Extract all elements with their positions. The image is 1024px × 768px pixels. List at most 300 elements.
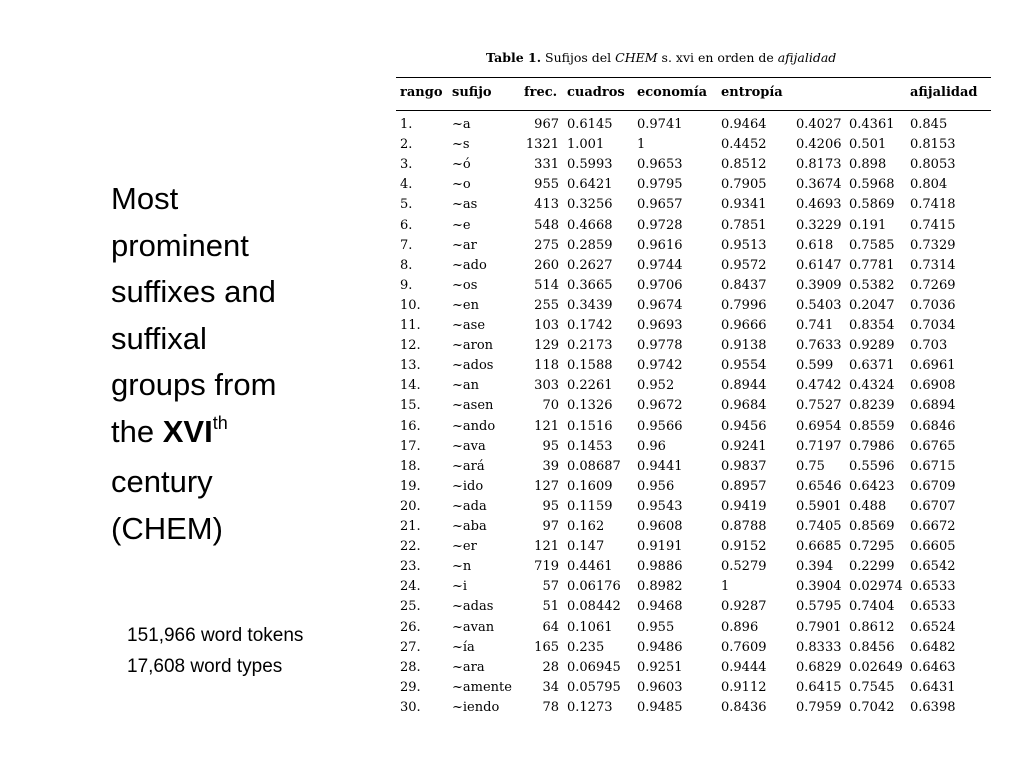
cell-suffix: ~en <box>452 297 479 313</box>
cell-entropia: 0.9444 <box>721 659 767 675</box>
cell-entropia-right: 0.8354 <box>849 318 895 333</box>
table-row <box>396 175 991 195</box>
cell-entropia-right: 0.2047 <box>849 297 895 313</box>
cell-entropia-left: 0.8333 <box>796 639 842 655</box>
cell-entropia-right: 0.7545 <box>849 679 895 695</box>
cell-rank: 13. <box>400 358 421 374</box>
cell-cuadros: 0.1273 <box>567 699 613 715</box>
cell-entropia: 0.9456 <box>721 418 767 434</box>
cell-afijalidad: 0.6533 <box>910 579 956 595</box>
table-top-rule <box>396 77 991 78</box>
table-row <box>396 497 991 517</box>
cell-rank: 15. <box>400 398 421 414</box>
table-row <box>396 155 991 175</box>
cell-frequency: 103 <box>534 318 559 333</box>
cell-afijalidad: 0.6431 <box>910 679 956 695</box>
table-row <box>396 457 991 477</box>
table-row <box>396 376 991 396</box>
cell-entropia-left: 0.4206 <box>796 137 842 153</box>
cell-afijalidad: 0.6605 <box>910 539 956 555</box>
cell-rank: 26. <box>400 619 421 635</box>
cell-suffix: ~i <box>452 579 468 595</box>
cell-frequency: 127 <box>534 478 559 494</box>
cell-rank: 3. <box>400 157 413 173</box>
cell-cuadros: 0.2173 <box>567 338 613 354</box>
cell-frequency: 548 <box>534 217 559 233</box>
cell-cuadros: 0.1326 <box>567 398 613 414</box>
cell-suffix: ~s <box>452 137 470 153</box>
cell-entropia-left: 0.6415 <box>796 679 842 695</box>
cell-rank: 25. <box>400 599 421 615</box>
cell-entropia-left: 0.5901 <box>796 498 842 514</box>
cell-economia: 0.956 <box>637 478 675 494</box>
cell-cuadros: 0.1159 <box>567 498 613 514</box>
title-ordinal-suffix: th <box>212 412 228 433</box>
cell-frequency: 95 <box>542 438 559 454</box>
cell-entropia-left: 0.618 <box>796 237 834 253</box>
cell-entropia-left: 0.75 <box>796 458 825 474</box>
cell-cuadros: 0.2859 <box>567 237 613 253</box>
title-century-roman: XVI <box>162 413 213 449</box>
cell-entropia-right: 0.5869 <box>849 197 895 213</box>
cell-frequency: 78 <box>542 699 559 715</box>
cell-afijalidad: 0.6524 <box>910 619 956 635</box>
cell-afijalidad: 0.7418 <box>910 197 956 213</box>
cell-afijalidad: 0.8053 <box>910 157 956 173</box>
cell-afijalidad: 0.6765 <box>910 438 956 454</box>
cell-frequency: 413 <box>534 197 559 213</box>
cell-entropia-right: 0.8456 <box>849 639 895 655</box>
cell-economia: 0.9886 <box>637 559 683 575</box>
cell-entropia-left: 0.3904 <box>796 579 842 595</box>
table-row <box>396 638 991 658</box>
cell-rank: 24. <box>400 579 421 595</box>
cell-economia: 0.9441 <box>637 458 683 474</box>
table-row <box>396 618 991 638</box>
cell-afijalidad: 0.8153 <box>910 137 956 153</box>
cell-rank: 29. <box>400 679 421 695</box>
cell-entropia-left: 0.741 <box>796 318 834 333</box>
cell-entropia: 0.4452 <box>721 137 767 153</box>
header-economia: economía <box>637 85 708 100</box>
cell-cuadros: 0.05795 <box>567 679 621 695</box>
table-row <box>396 477 991 497</box>
cell-entropia-left: 0.394 <box>796 559 834 575</box>
cell-economia: 0.9672 <box>637 398 683 414</box>
cell-entropia: 0.8788 <box>721 519 767 534</box>
cell-entropia-left: 0.6954 <box>796 418 842 434</box>
cell-suffix: ~n <box>452 559 472 575</box>
cell-afijalidad: 0.6533 <box>910 599 956 615</box>
cell-frequency: 255 <box>534 297 559 313</box>
cell-cuadros: 0.06945 <box>567 659 621 675</box>
cell-entropia-left: 0.4027 <box>796 117 842 132</box>
corpus-stats <box>127 620 303 682</box>
cell-economia: 0.9674 <box>637 297 683 313</box>
cell-cuadros: 1.001 <box>567 137 605 153</box>
table-caption-text: s. xvi en orden de <box>661 50 774 65</box>
cell-afijalidad: 0.7314 <box>910 257 956 273</box>
cell-cuadros: 0.162 <box>567 519 605 534</box>
cell-frequency: 39 <box>542 458 559 474</box>
cell-entropia-right: 0.8569 <box>849 519 895 534</box>
cell-afijalidad: 0.7034 <box>910 318 956 333</box>
table-row <box>396 678 991 698</box>
cell-frequency: 719 <box>534 559 559 575</box>
cell-economia: 0.9728 <box>637 217 683 233</box>
table-header-rule <box>396 110 991 111</box>
cell-rank: 28. <box>400 659 421 675</box>
cell-cuadros: 0.6145 <box>567 117 613 132</box>
cell-economia: 0.9744 <box>637 257 683 273</box>
cell-entropia-right: 0.7404 <box>849 599 895 615</box>
cell-afijalidad: 0.703 <box>910 338 948 354</box>
cell-rank: 30. <box>400 699 421 715</box>
table-header-row <box>396 83 991 103</box>
cell-entropia: 0.8512 <box>721 157 767 173</box>
cell-entropia-left: 0.7405 <box>796 519 842 534</box>
cell-entropia-right: 0.5596 <box>849 458 895 474</box>
cell-entropia: 0.9341 <box>721 197 767 213</box>
cell-entropia: 0.7851 <box>721 217 767 233</box>
cell-rank: 19. <box>400 478 421 494</box>
cell-entropia: 0.9554 <box>721 358 767 374</box>
cell-economia: 0.9566 <box>637 418 683 434</box>
cell-entropia-right: 0.4361 <box>849 117 895 132</box>
table-row <box>396 256 991 276</box>
cell-frequency: 967 <box>534 117 559 132</box>
cell-rank: 1. <box>400 117 413 132</box>
cell-afijalidad: 0.6908 <box>910 378 956 394</box>
cell-afijalidad: 0.6961 <box>910 358 956 374</box>
cell-entropia-left: 0.7633 <box>796 338 842 354</box>
cell-cuadros: 0.2261 <box>567 378 613 394</box>
table-row <box>396 537 991 557</box>
cell-entropia: 0.9112 <box>721 679 767 695</box>
cell-frequency: 1321 <box>525 137 559 153</box>
cell-entropia: 0.9287 <box>721 599 767 615</box>
cell-entropia-right: 0.7042 <box>849 699 895 715</box>
cell-entropia-right: 0.8612 <box>849 619 895 635</box>
cell-economia: 0.8982 <box>637 579 683 595</box>
cell-economia: 0.9795 <box>637 177 683 193</box>
cell-afijalidad: 0.6482 <box>910 639 956 655</box>
cell-frequency: 95 <box>542 498 559 514</box>
title-line: (CHEM) <box>111 510 223 546</box>
cell-entropia-left: 0.5403 <box>796 297 842 313</box>
cell-rank: 14. <box>400 378 421 394</box>
cell-cuadros: 0.235 <box>567 639 605 655</box>
cell-entropia-left: 0.4693 <box>796 197 842 213</box>
cell-entropia-right: 0.5968 <box>849 177 895 193</box>
word-types-stat: 17,608 word types <box>127 656 283 677</box>
cell-economia: 0.955 <box>637 619 675 635</box>
title-line: groups from <box>111 367 277 402</box>
cell-entropia-right: 0.7295 <box>849 539 895 555</box>
cell-entropia-left: 0.7959 <box>796 699 842 715</box>
cell-cuadros: 0.3439 <box>567 297 613 313</box>
table-row <box>396 336 991 356</box>
table-row <box>396 216 991 236</box>
cell-entropia-left: 0.8173 <box>796 157 842 173</box>
cell-rank: 8. <box>400 257 413 273</box>
cell-entropia-right: 0.6371 <box>849 358 895 374</box>
cell-economia: 0.9251 <box>637 659 683 675</box>
cell-frequency: 303 <box>534 378 559 394</box>
cell-cuadros: 0.1453 <box>567 438 613 454</box>
cell-afijalidad: 0.845 <box>910 117 948 132</box>
table-caption <box>486 50 836 65</box>
header-frec: frec. <box>524 85 558 100</box>
cell-suffix: ~ase <box>452 318 486 333</box>
cell-suffix: ~a <box>452 117 471 132</box>
cell-rank: 17. <box>400 438 421 454</box>
table-row <box>396 597 991 617</box>
cell-cuadros: 0.1742 <box>567 318 613 333</box>
cell-afijalidad: 0.804 <box>910 177 948 193</box>
cell-frequency: 331 <box>534 157 559 173</box>
cell-economia: 0.9706 <box>637 277 683 293</box>
cell-suffix: ~as <box>452 197 478 213</box>
table-row <box>396 115 991 135</box>
cell-economia: 0.9693 <box>637 318 683 333</box>
cell-economia: 1 <box>637 137 646 153</box>
cell-economia: 0.9485 <box>637 699 683 715</box>
cell-entropia-left: 0.7197 <box>796 438 842 454</box>
cell-cuadros: 0.1061 <box>567 619 613 635</box>
title-line: prominent <box>111 227 249 263</box>
cell-afijalidad: 0.6398 <box>910 699 956 715</box>
cell-economia: 0.9741 <box>637 117 683 132</box>
header-entropia: entropía <box>721 85 783 100</box>
cell-suffix: ~ará <box>452 458 485 474</box>
cell-frequency: 129 <box>534 338 559 354</box>
cell-suffix: ~er <box>452 539 477 555</box>
cell-suffix: ~aron <box>452 338 494 354</box>
cell-frequency: 64 <box>542 619 559 635</box>
cell-suffix: ~aba <box>452 519 487 534</box>
cell-entropia-right: 0.02649 <box>849 659 903 675</box>
cell-afijalidad: 0.6542 <box>910 559 956 575</box>
header-rango: rango <box>400 85 443 100</box>
table-row <box>396 296 991 316</box>
table-row <box>396 316 991 336</box>
cell-entropia: 0.9419 <box>721 498 767 514</box>
cell-afijalidad: 0.6709 <box>910 478 956 494</box>
cell-suffix: ~avan <box>452 619 495 635</box>
cell-suffix: ~ara <box>452 659 485 675</box>
cell-entropia: 0.8437 <box>721 277 767 293</box>
cell-entropia: 0.7996 <box>721 297 767 313</box>
cell-suffix: ~ar <box>452 237 477 253</box>
cell-entropia-right: 0.02974 <box>849 579 903 595</box>
cell-entropia-left: 0.4742 <box>796 378 842 394</box>
cell-entropia-right: 0.8559 <box>849 418 895 434</box>
table-caption-term: afijalidad <box>777 50 837 65</box>
cell-entropia-left: 0.7901 <box>796 619 842 635</box>
cell-entropia: 0.8944 <box>721 378 767 394</box>
cell-cuadros: 0.08442 <box>567 599 621 615</box>
cell-economia: 0.96 <box>637 438 666 454</box>
title-line: century <box>111 464 213 499</box>
cell-entropia-left: 0.6829 <box>796 659 842 675</box>
table-caption-label: Table 1. <box>486 50 542 65</box>
cell-cuadros: 0.08687 <box>567 458 621 474</box>
cell-entropia-right: 0.7986 <box>849 438 895 454</box>
cell-frequency: 121 <box>534 418 559 434</box>
cell-rank: 22. <box>400 539 421 555</box>
cell-economia: 0.952 <box>637 378 675 394</box>
cell-suffix: ~e <box>452 217 471 233</box>
cell-entropia-left: 0.3909 <box>796 277 842 293</box>
cell-entropia: 0.5279 <box>721 559 767 575</box>
cell-frequency: 260 <box>534 257 559 273</box>
table-row <box>396 356 991 376</box>
cell-frequency: 70 <box>542 398 559 414</box>
cell-afijalidad: 0.6463 <box>910 659 956 675</box>
cell-entropia-right: 0.8239 <box>849 398 895 414</box>
cell-cuadros: 0.5993 <box>567 157 613 173</box>
header-cuadros: cuadros <box>567 85 625 100</box>
cell-entropia-right: 0.898 <box>849 157 887 173</box>
cell-frequency: 165 <box>534 639 559 655</box>
cell-entropia-left: 0.3674 <box>796 177 842 193</box>
cell-rank: 18. <box>400 458 421 474</box>
cell-suffix: ~adas <box>452 599 494 615</box>
cell-rank: 2. <box>400 137 413 153</box>
cell-afijalidad: 0.6715 <box>910 458 956 474</box>
title-the: the <box>111 413 155 449</box>
cell-frequency: 514 <box>534 277 559 293</box>
table-row <box>396 236 991 256</box>
cell-entropia-left: 0.7527 <box>796 398 842 414</box>
cell-cuadros: 0.06176 <box>567 579 621 595</box>
cell-cuadros: 0.4668 <box>567 217 613 233</box>
cell-entropia: 0.896 <box>721 619 759 635</box>
cell-afijalidad: 0.6672 <box>910 519 956 534</box>
title-line-century-number <box>111 409 361 460</box>
cell-suffix: ~ado <box>452 257 487 273</box>
cell-suffix: ~ando <box>452 418 496 434</box>
cell-entropia-right: 0.488 <box>849 498 887 514</box>
cell-frequency: 275 <box>534 237 559 253</box>
cell-frequency: 97 <box>542 519 559 534</box>
cell-economia: 0.9657 <box>637 197 683 213</box>
table-caption-chem: CHEM <box>615 50 658 65</box>
cell-entropia: 0.9572 <box>721 257 767 273</box>
cell-entropia: 1 <box>721 579 730 595</box>
cell-rank: 23. <box>400 559 421 575</box>
title-line: suffixes and <box>111 274 276 309</box>
cell-rank: 27. <box>400 639 421 655</box>
table-row <box>396 396 991 416</box>
cell-afijalidad: 0.7269 <box>910 277 956 293</box>
cell-entropia: 0.7905 <box>721 177 767 193</box>
cell-cuadros: 0.4461 <box>567 559 613 575</box>
cell-suffix: ~ados <box>452 358 494 374</box>
cell-suffix: ~o <box>452 177 471 193</box>
cell-suffix: ~ía <box>452 639 475 655</box>
cell-rank: 7. <box>400 237 413 253</box>
cell-entropia-right: 0.9289 <box>849 338 895 354</box>
cell-entropia: 0.7609 <box>721 639 767 655</box>
title-line: Most <box>111 181 179 216</box>
cell-cuadros: 0.6421 <box>567 177 613 193</box>
cell-economia: 0.9191 <box>637 539 683 555</box>
table-caption-text: Sufijos del <box>545 50 612 65</box>
cell-cuadros: 0.3256 <box>567 197 613 213</box>
cell-entropia-left: 0.5795 <box>796 599 842 615</box>
cell-frequency: 57 <box>542 579 559 595</box>
cell-economia: 0.9778 <box>637 338 683 354</box>
cell-rank: 5. <box>400 197 413 213</box>
cell-rank: 9. <box>400 277 413 293</box>
cell-suffix: ~iendo <box>452 699 500 715</box>
title-line: suffixal <box>111 320 207 356</box>
word-tokens-stat: 151,966 word tokens <box>127 625 304 646</box>
cell-entropia: 0.9152 <box>721 539 767 555</box>
cell-frequency: 28 <box>542 659 559 675</box>
cell-entropia-right: 0.7585 <box>849 237 895 253</box>
cell-afijalidad: 0.7415 <box>910 217 956 233</box>
cell-entropia-right: 0.4324 <box>849 378 895 394</box>
cell-cuadros: 0.3665 <box>567 277 613 293</box>
cell-rank: 4. <box>400 177 413 193</box>
cell-suffix: ~os <box>452 277 478 293</box>
cell-cuadros: 0.2627 <box>567 257 613 273</box>
table-row <box>396 195 991 215</box>
cell-frequency: 121 <box>534 539 559 555</box>
cell-suffix: ~ava <box>452 438 486 454</box>
table-row <box>396 417 991 437</box>
cell-rank: 20. <box>400 498 421 514</box>
cell-cuadros: 0.1609 <box>567 478 613 494</box>
cell-economia: 0.9486 <box>637 639 683 655</box>
cell-entropia: 0.8957 <box>721 478 767 494</box>
cell-frequency: 118 <box>534 358 559 374</box>
cell-economia: 0.9742 <box>637 358 683 374</box>
cell-rank: 11. <box>400 318 421 333</box>
header-afijalidad: afijalidad <box>910 85 978 100</box>
header-sufijo: sufijo <box>452 85 492 100</box>
table-row <box>396 437 991 457</box>
cell-entropia-right: 0.5382 <box>849 277 895 293</box>
cell-rank: 21. <box>400 519 421 534</box>
cell-frequency: 34 <box>542 679 559 695</box>
cell-afijalidad: 0.7329 <box>910 237 956 253</box>
cell-rank: 10. <box>400 297 421 313</box>
cell-entropia: 0.8436 <box>721 699 767 715</box>
cell-entropia-left: 0.6685 <box>796 539 842 555</box>
cell-suffix: ~amente <box>452 679 512 695</box>
cell-economia: 0.9603 <box>637 679 683 695</box>
cell-cuadros: 0.1516 <box>567 418 613 434</box>
table-row <box>396 517 991 537</box>
cell-economia: 0.9616 <box>637 237 683 253</box>
cell-economia: 0.9608 <box>637 519 683 534</box>
cell-frequency: 955 <box>534 177 559 193</box>
cell-entropia-left: 0.6546 <box>796 478 842 494</box>
cell-entropia: 0.9138 <box>721 338 767 354</box>
cell-rank: 16. <box>400 418 421 434</box>
cell-rank: 6. <box>400 217 413 233</box>
cell-suffix: ~ido <box>452 478 484 494</box>
cell-entropia-right: 0.501 <box>849 137 887 153</box>
cell-entropia-right: 0.191 <box>849 217 887 233</box>
cell-entropia-right: 0.2299 <box>849 559 895 575</box>
table-row <box>396 658 991 678</box>
slide-title <box>111 176 361 552</box>
